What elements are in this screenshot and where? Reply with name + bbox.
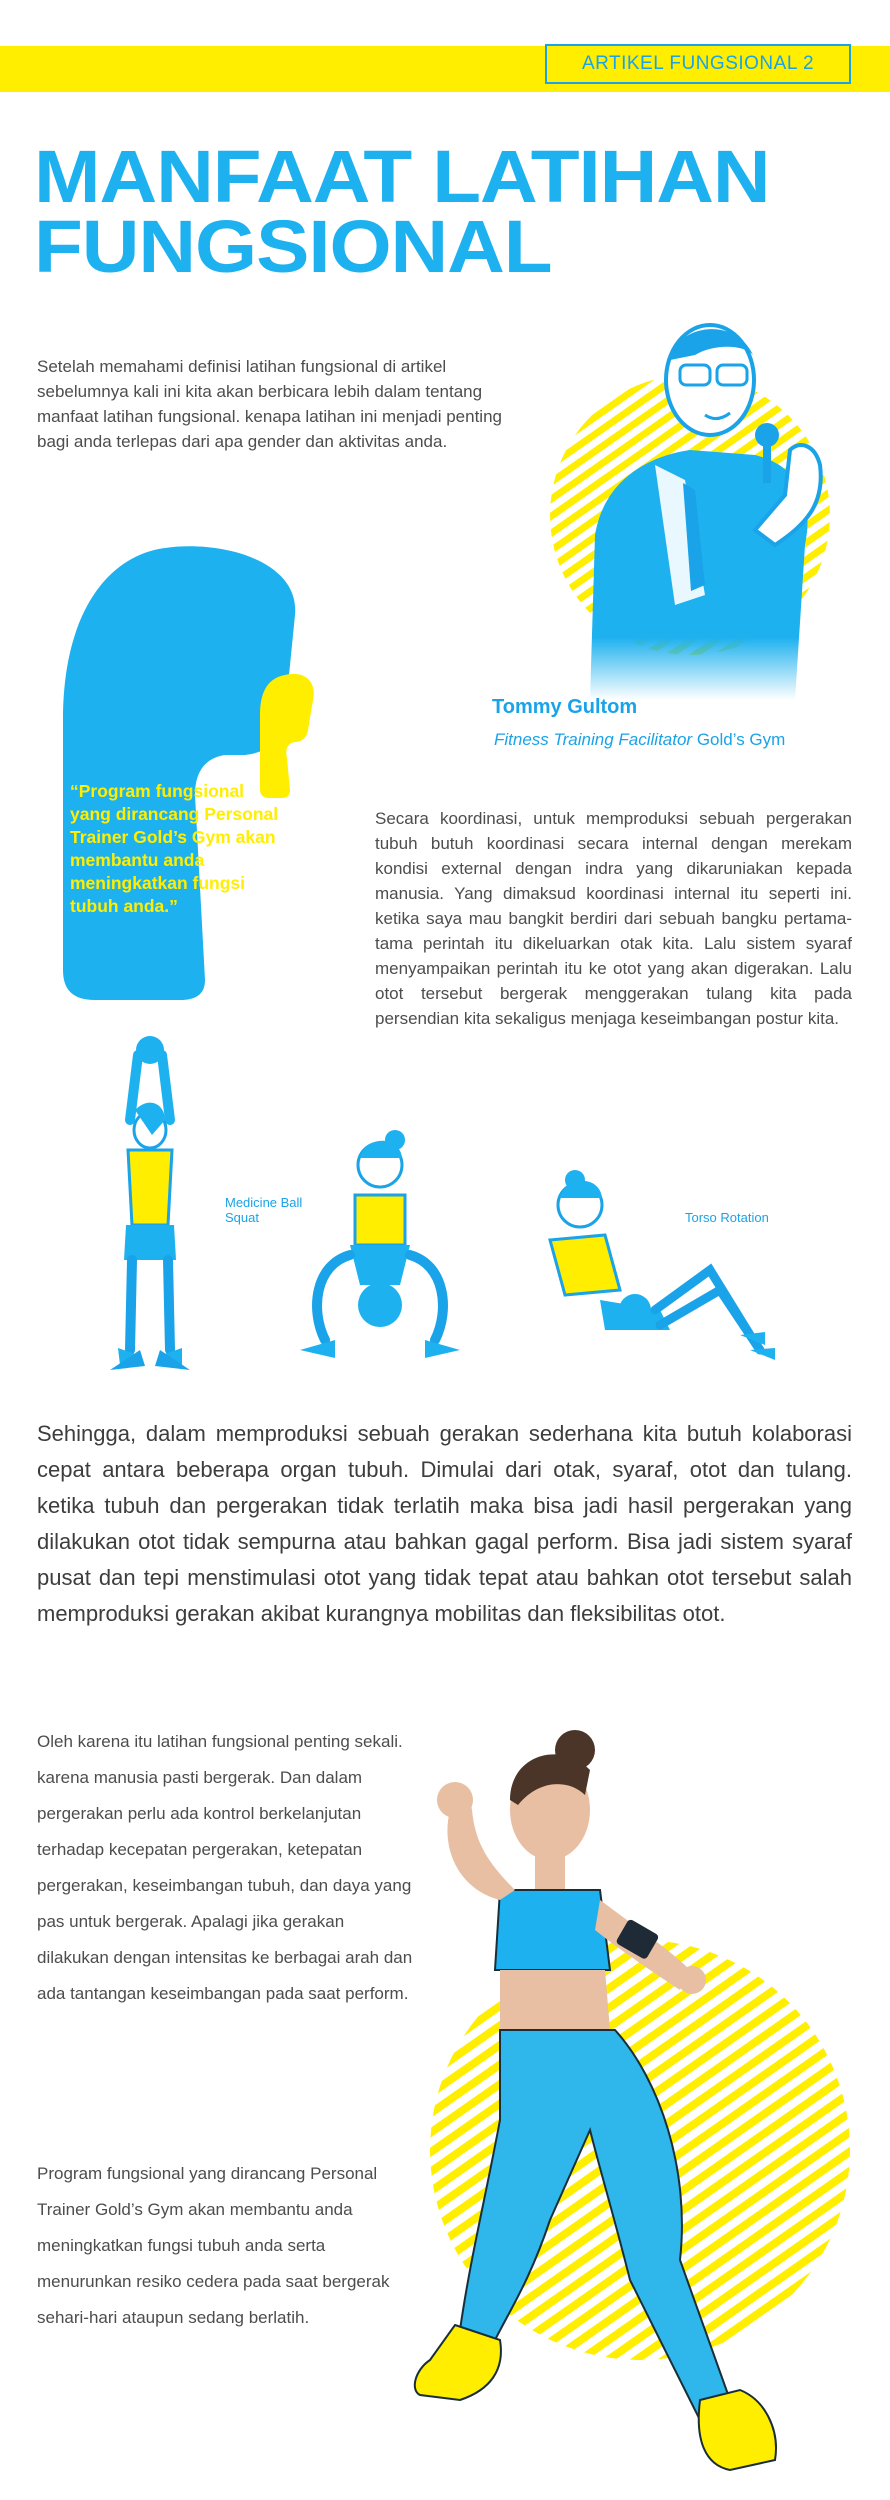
title-line-1: MANFAAT LATIHAN (34, 135, 770, 218)
caption-squat: Medicine Ball Squat (225, 1195, 303, 1225)
torso-rotation-figure (550, 1170, 775, 1360)
quote-mark-icon (55, 540, 320, 1000)
medicine-ball-squat-figure (300, 1130, 460, 1358)
pull-quote: “Program fungsional yang dirancang Personal Trainer Gold’s Gym akan membantu anda meningkatkan fungsi tubuh anda.” (70, 781, 279, 916)
speaker-role (494, 730, 785, 750)
article-tag: ARTIKEL FUNGSIONAL 2 (545, 44, 851, 84)
intro-paragraph: Setelah memahami definisi latihan fungsional di artikel sebelumnya kali ini kita akan berbicara lebih dalam tentang manfaat latihan fungsional. kenapa latihan ini menjadi penting bagi anda terlepas dari apa gender dan aktivitas anda. (37, 357, 502, 451)
caption-rotation: Torso Rotation (685, 1210, 769, 1225)
speaker-role-org: Gold’s Gym (696, 730, 786, 749)
overhead-reach-figure (110, 1036, 190, 1370)
collaboration-paragraph: Sehingga, dalam memproduksi sebuah gerakan sederhana kita butuh kolaborasi cepat antara beberapa organ tubuh. Dimulai dari otak, syaraf, otot dan tulang. ketika tubuh dan pergerakan tidak terlatih maka bisa jadi hasil pergerakan yang dilakukan otot tidak sempurna atau bahkan gagal perform. Bisa jadi sistem syaraf pusat dan tepi menstimulasi otot yang tidak tepat atau bahkan otot tersebut salah memproduksi gerakan akibat kurangnya mobilitas dan fleksibilitas otot. (37, 1421, 852, 1626)
exercise-illustrations (60, 1010, 880, 1390)
speaker-name: Tommy Gultom (492, 696, 638, 718)
coordination-paragraph: Secara koordinasi, untuk memproduksi sebuah pergerakan tubuh butuh koordinasi secara internal dengan merekam kondisi external dengan indra yang dikaruniakan kepada manusia. Yang dimaksud koordinasi internal itu seperti ini. ketika saya mau bangkit berdiri dari sebuah bangku pertama-tama perintah itu dikeluarkan otak kita. Lalu sistem syaraf menyampaikan perintah itu ke otot yang akan digerakan. Lalu otot tersebut bergerak menggerakan tulang kita pada persendian kita sekaligus menjaga keseimbangan postur kita. (375, 809, 852, 1028)
title-line-2: FUNGSIONAL (34, 205, 552, 289)
runner-illustration (400, 1700, 880, 2480)
page-title (34, 135, 770, 289)
importance-paragraph: Oleh karena itu latihan fungsional penting sekali. karena manusia pasti bergerak. Dan dalam pergerakan perlu ada kontrol berkelanjutan terhadap kecepatan pergerakan, ketepatan pergerakan, keseimbangan tubuh, dan daya yang pas untuk bergerak. Apalagi jika gerakan dilakukan dengan intensitas ke berbagai arah dan ada tantangan keseimbangan pada saat perform. (37, 1732, 413, 2003)
speaker-role-title: Fitness Training Facilitator (494, 730, 693, 749)
speaker-illustration (505, 305, 865, 705)
program-paragraph: Program fungsional yang dirancang Personal Trainer Gold’s Gym akan membantu anda meningkatkan fungsi tubuh anda serta menurunkan resiko cedera pada saat bergerak sehari-hari ataupun sedang berlatih. (37, 2164, 390, 2327)
